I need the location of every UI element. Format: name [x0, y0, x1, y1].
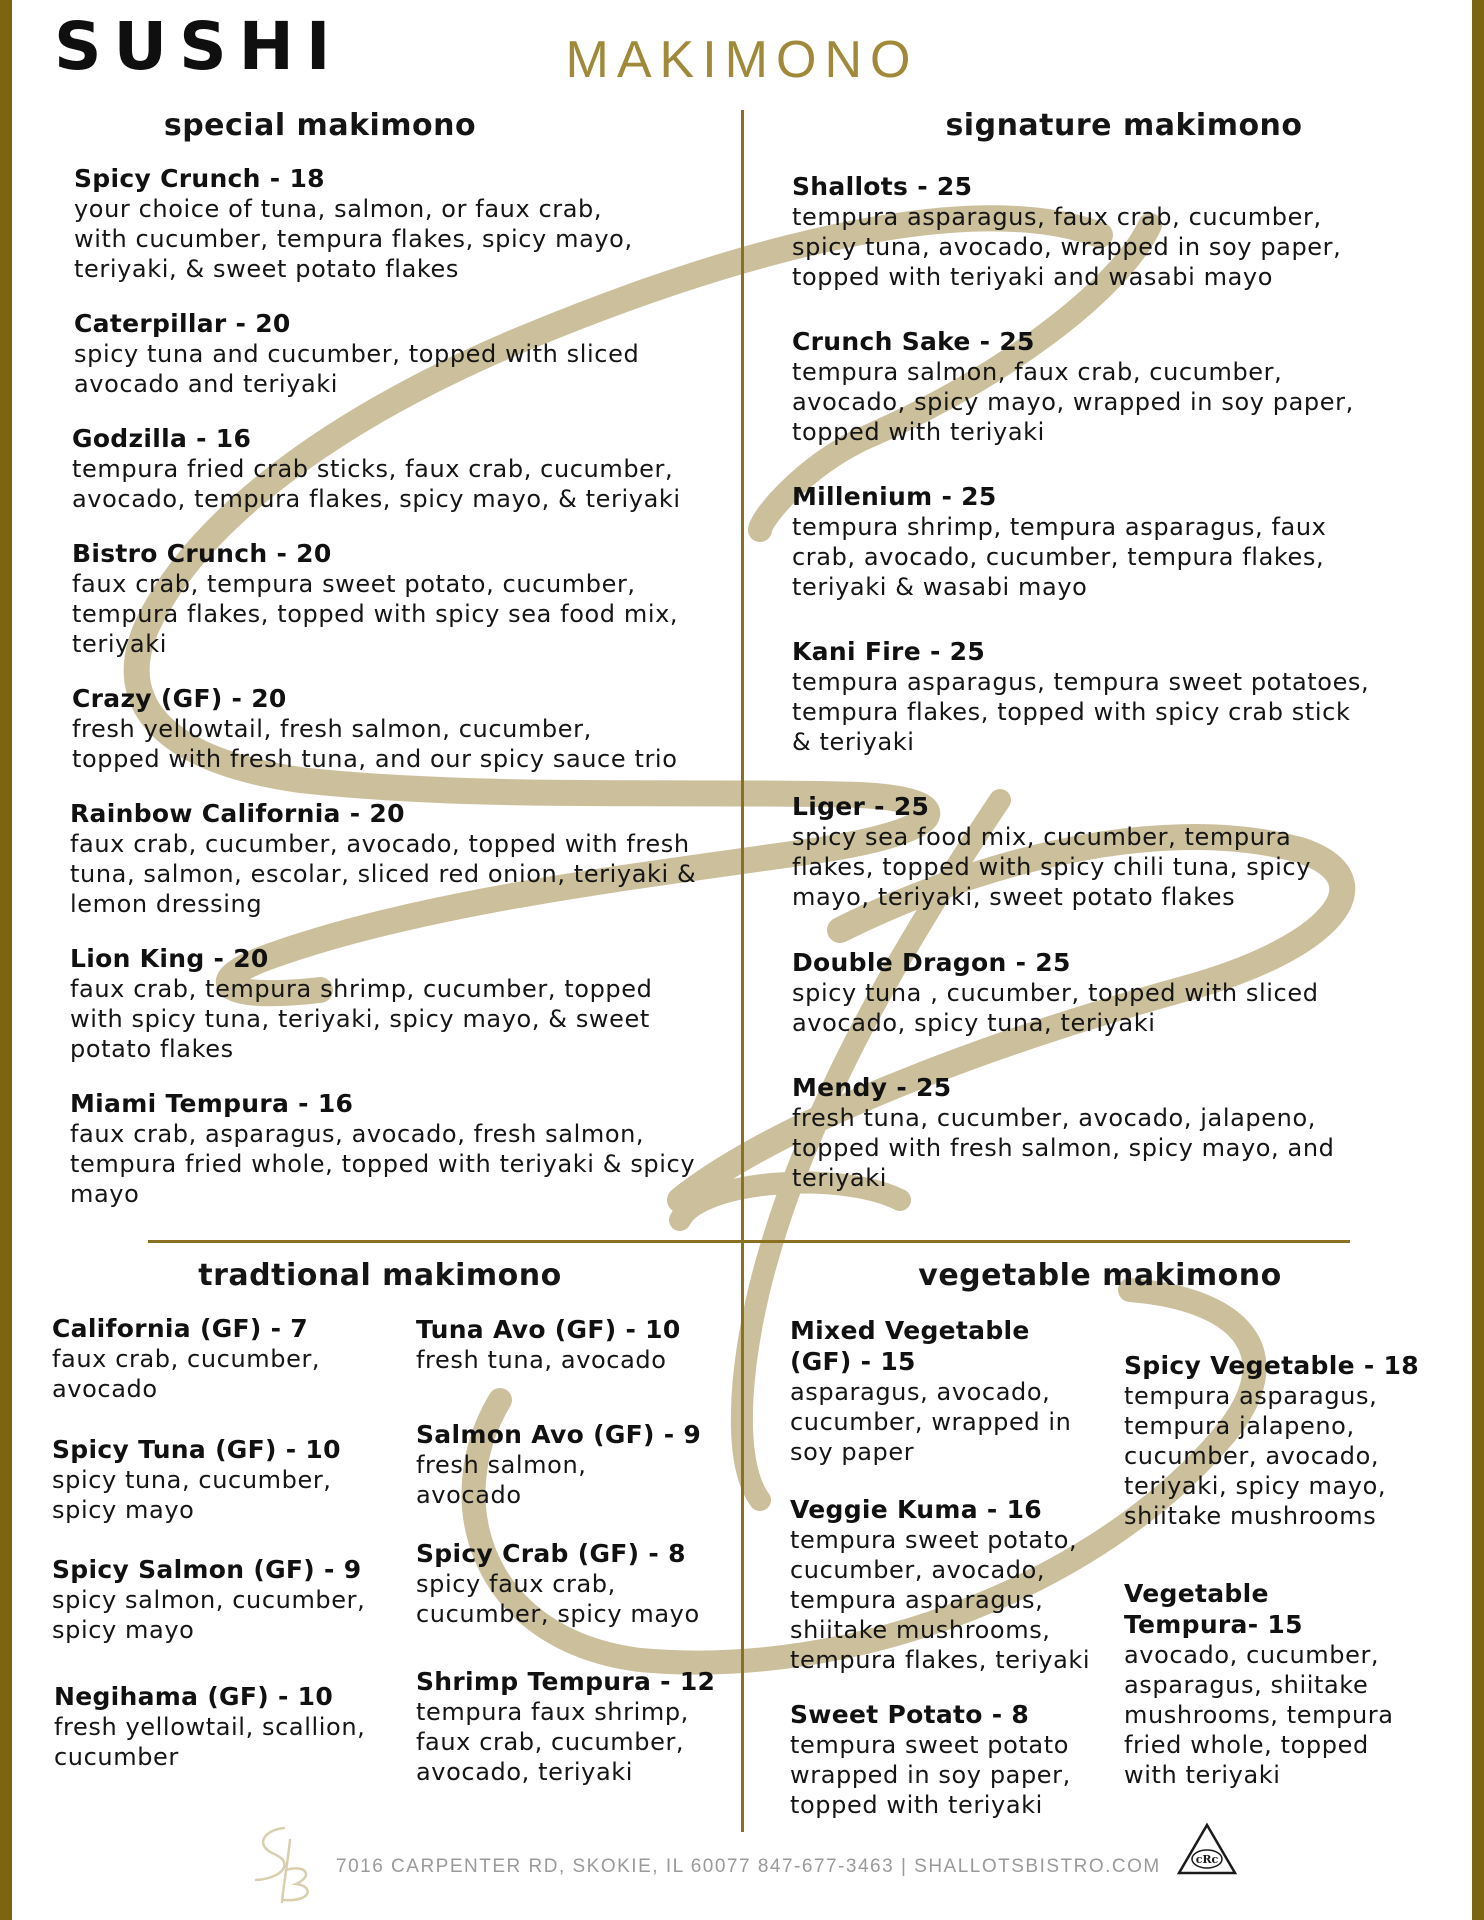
- item-desc-line: tempura fried whole, topped with teriyaki & spicy: [70, 1150, 696, 1178]
- item-name: Shrimp Tempura - 12: [416, 1667, 716, 1696]
- item-name: California (GF) - 7: [52, 1314, 309, 1343]
- menu-item: [790, 1699, 1110, 1820]
- item-desc-line: spicy mayo: [52, 1496, 195, 1524]
- menu-item: [74, 308, 734, 399]
- item-desc-line: tempura asparagus,: [790, 1586, 1044, 1614]
- item-name: Godzilla - 16: [72, 424, 252, 453]
- item-name: Miami Tempura - 16: [70, 1089, 354, 1118]
- item-desc-line: tempura sweet potato,: [790, 1526, 1078, 1554]
- item-desc-line: teriyaki: [72, 630, 167, 658]
- item-desc-line: topped with teriyaki and wasabi mayo: [792, 263, 1273, 291]
- item-desc-line: spicy sea food mix, cucumber, tempura: [792, 823, 1292, 851]
- item-name: Bistro Crunch - 20: [72, 539, 332, 568]
- item-desc-line: fried whole, topped: [1124, 1731, 1369, 1759]
- menu-title: MAKIMONO: [565, 31, 919, 89]
- crc-kosher-icon: [1176, 1822, 1238, 1876]
- item-desc-line: tempura asparagus, tempura sweet potatoes,: [792, 668, 1370, 696]
- item-name: Caterpillar - 20: [74, 309, 291, 338]
- item-desc-line: with cucumber, tempura flakes, spicy mayo,: [74, 225, 633, 253]
- item-name: Liger - 25: [792, 792, 930, 821]
- item-desc-line: your choice of tuna, salmon, or faux crab,: [74, 195, 603, 223]
- item-desc-line: cucumber, spicy mayo: [416, 1600, 700, 1628]
- item-desc-line: spicy tuna , cucumber, topped with sliced: [792, 979, 1319, 1007]
- item-desc-line: wrapped in soy paper,: [790, 1761, 1071, 1789]
- item-desc-line: asparagus, shiitake: [1124, 1671, 1369, 1699]
- item-desc-line: spicy tuna, cucumber,: [52, 1466, 332, 1494]
- menu-item: [52, 1313, 392, 1404]
- item-desc-line: crab, avocado, cucumber, tempura flakes,: [792, 543, 1325, 571]
- item-name: (GF) - 15: [790, 1347, 916, 1376]
- item-desc-line: tempura jalapeno,: [1124, 1412, 1355, 1440]
- item-name: Vegetable: [1124, 1579, 1269, 1608]
- item-desc-line: spicy tuna, avocado, wrapped in soy paper,: [792, 233, 1342, 261]
- menu-item: [792, 171, 1402, 292]
- menu-item: [792, 1072, 1402, 1193]
- item-desc-line: mayo, teriyaki, sweet potato flakes: [792, 883, 1236, 911]
- menu-item: [790, 1494, 1110, 1675]
- item-desc-line: tempura shrimp, tempura asparagus, faux: [792, 513, 1327, 541]
- item-desc-line: avocado: [52, 1375, 158, 1403]
- item-desc-line: cucumber, wrapped in: [790, 1408, 1072, 1436]
- item-desc-line: avocado, teriyaki: [416, 1758, 634, 1786]
- item-desc-line: with teriyaki: [1124, 1761, 1281, 1789]
- item-desc-line: fresh yellowtail, scallion,: [54, 1713, 366, 1741]
- item-desc-line: spicy faux crab,: [416, 1570, 616, 1598]
- menu-item: [1124, 1578, 1424, 1790]
- item-desc-line: lemon dressing: [70, 890, 263, 918]
- item-desc-line: faux crab, asparagus, avocado, fresh salmon,: [70, 1120, 645, 1148]
- item-desc-line: soy paper: [790, 1438, 915, 1466]
- item-desc-line: teriyaki: [792, 1164, 887, 1192]
- item-desc-line: potato flakes: [70, 1035, 234, 1063]
- item-desc-line: teriyaki, spicy mayo,: [1124, 1472, 1387, 1500]
- menu-item: [790, 1315, 1110, 1467]
- signature-section-title: signature makimono: [945, 108, 1303, 143]
- horizontal-divider: [148, 1240, 1350, 1243]
- item-desc-line: cucumber, avocado,: [790, 1556, 1046, 1584]
- item-desc-line: fresh tuna, avocado: [416, 1346, 667, 1374]
- menu-item: [70, 1088, 730, 1209]
- sb-logo-icon: [244, 1820, 324, 1910]
- item-name: Tuna Avo (GF) - 10: [416, 1315, 681, 1344]
- item-name: Millenium - 25: [792, 482, 997, 511]
- item-desc-line: tempura flakes, topped with spicy sea food mix,: [72, 600, 679, 628]
- item-desc-line: faux crab, cucumber,: [52, 1345, 321, 1373]
- item-desc-line: mushrooms, tempura: [1124, 1701, 1394, 1729]
- traditional-section-title: tradtional makimono: [198, 1258, 562, 1293]
- menu-item: [1124, 1350, 1424, 1531]
- menu-item: [416, 1538, 756, 1629]
- menu-item: [52, 1554, 392, 1645]
- item-desc-line: flakes, topped with spicy chili tuna, spicy: [792, 853, 1312, 881]
- menu-item: [74, 163, 734, 284]
- item-desc-line: tempura flakes, topped with spicy crab stick: [792, 698, 1351, 726]
- item-desc-line: tempura faux shrimp,: [416, 1698, 689, 1726]
- item-desc-line: topped with teriyaki: [792, 418, 1045, 446]
- item-name: Veggie Kuma - 16: [790, 1495, 1042, 1524]
- item-desc-line: spicy salmon, cucumber,: [52, 1586, 366, 1614]
- item-desc-line: topped with fresh tuna, and our spicy sauce trio: [72, 745, 678, 773]
- item-name: Crazy (GF) - 20: [72, 684, 287, 713]
- item-desc-line: topped with teriyaki: [790, 1791, 1043, 1819]
- item-name: Spicy Crab (GF) - 8: [416, 1539, 686, 1568]
- item-desc-line: asparagus, avocado,: [790, 1378, 1051, 1406]
- menu-item: [792, 636, 1402, 757]
- item-desc-line: avocado, tempura flakes, spicy mayo, & teriyaki: [72, 485, 681, 513]
- item-name: Kani Fire - 25: [792, 637, 986, 666]
- menu-item: [70, 943, 730, 1064]
- item-desc-line: avocado: [416, 1481, 522, 1509]
- item-desc-line: avocado, spicy tuna, teriyaki: [792, 1009, 1156, 1037]
- item-desc-line: tempura fried crab sticks, faux crab, cucumber,: [72, 455, 674, 483]
- item-desc-line: teriyaki & wasabi mayo: [792, 573, 1088, 601]
- item-desc-line: tempura asparagus, faux crab, cucumber,: [792, 203, 1322, 231]
- item-desc-line: spicy mayo: [52, 1616, 195, 1644]
- item-name: Crunch Sake - 25: [792, 327, 1035, 356]
- item-desc-line: teriyaki, & sweet potato flakes: [74, 255, 459, 283]
- menu-item: [54, 1681, 394, 1772]
- menu-item: [792, 791, 1402, 912]
- item-name: Salmon Avo (GF) - 9: [416, 1420, 702, 1449]
- item-desc-line: avocado and teriyaki: [74, 370, 339, 398]
- item-desc-line: tempura asparagus,: [1124, 1382, 1378, 1410]
- item-name: Spicy Tuna (GF) - 10: [52, 1435, 341, 1464]
- menu-item: [72, 683, 732, 774]
- item-desc-line: fresh tuna, cucumber, avocado, jalapeno,: [792, 1104, 1316, 1132]
- item-desc-line: cucumber: [54, 1743, 179, 1771]
- special-section-title: special makimono: [163, 108, 477, 143]
- item-desc-line: faux crab, tempura sweet potato, cucumber,: [72, 570, 636, 598]
- item-name: Spicy Salmon (GF) - 9: [52, 1555, 362, 1584]
- item-name: Shallots - 25: [792, 172, 973, 201]
- item-desc-line: avocado, cucumber,: [1124, 1641, 1380, 1669]
- menu-item: [416, 1666, 756, 1787]
- item-name: Mixed Vegetable: [790, 1316, 1030, 1345]
- item-desc-line: spicy tuna and cucumber, topped with sliced: [74, 340, 640, 368]
- item-desc-line: shiitake mushrooms,: [790, 1616, 1051, 1644]
- item-desc-line: avocado, spicy mayo, wrapped in soy paper,: [792, 388, 1354, 416]
- item-desc-line: tempura flakes, teriyaki: [790, 1646, 1091, 1674]
- item-name: Sweet Potato - 8: [790, 1700, 1030, 1729]
- item-name: Tempura- 15: [1124, 1610, 1303, 1639]
- item-desc-line: tuna, salmon, escolar, sliced red onion, teriyaki &: [70, 860, 697, 888]
- item-name: Spicy Crunch - 18: [74, 164, 325, 193]
- menu-item: [416, 1419, 756, 1510]
- item-desc-line: with spicy tuna, teriyaki, spicy mayo, & sweet: [70, 1005, 650, 1033]
- item-desc-line: faux crab, cucumber,: [416, 1728, 685, 1756]
- menu-item: [52, 1434, 392, 1525]
- item-name: Rainbow California - 20: [70, 799, 405, 828]
- item-desc-line: fresh yellowtail, fresh salmon, cucumber,: [72, 715, 592, 743]
- item-desc-line: mayo: [70, 1180, 140, 1208]
- menu-item: [792, 326, 1402, 447]
- item-desc-line: & teriyaki: [792, 728, 915, 756]
- menu-item: [72, 423, 732, 514]
- item-desc-line: tempura sweet potato: [790, 1731, 1070, 1759]
- item-desc-line: cucumber, avocado,: [1124, 1442, 1380, 1470]
- item-name: Mendy - 25: [792, 1073, 952, 1102]
- item-name: Spicy Vegetable - 18: [1124, 1351, 1419, 1380]
- item-desc-line: shiitake mushrooms: [1124, 1502, 1377, 1530]
- item-desc-line: fresh salmon,: [416, 1451, 587, 1479]
- brand-title: SUSHI: [54, 8, 343, 85]
- menu-item: [416, 1314, 756, 1375]
- item-name: Negihama (GF) - 10: [54, 1682, 334, 1711]
- vegetable-section-title: vegetable makimono: [918, 1258, 1282, 1293]
- item-desc-line: topped with fresh salmon, spicy mayo, and: [792, 1134, 1335, 1162]
- menu-item: [70, 798, 730, 919]
- item-desc-line: tempura salmon, faux crab, cucumber,: [792, 358, 1283, 386]
- svg-text:cRc: cRc: [1195, 1853, 1219, 1866]
- menu-item: [72, 538, 732, 659]
- menu-item: [792, 947, 1402, 1038]
- footer-address: 7016 CARPENTER RD, SKOKIE, IL 60077 847-677-3463 | SHALLOTSBISTRO.COM: [336, 1856, 1161, 1877]
- item-name: Lion King - 20: [70, 944, 269, 973]
- menu-item: [792, 481, 1402, 602]
- item-desc-line: faux crab, cucumber, avocado, topped with fresh: [70, 830, 690, 858]
- item-desc-line: faux crab, tempura shrimp, cucumber, topped: [70, 975, 653, 1003]
- item-name: Double Dragon - 25: [792, 948, 1071, 977]
